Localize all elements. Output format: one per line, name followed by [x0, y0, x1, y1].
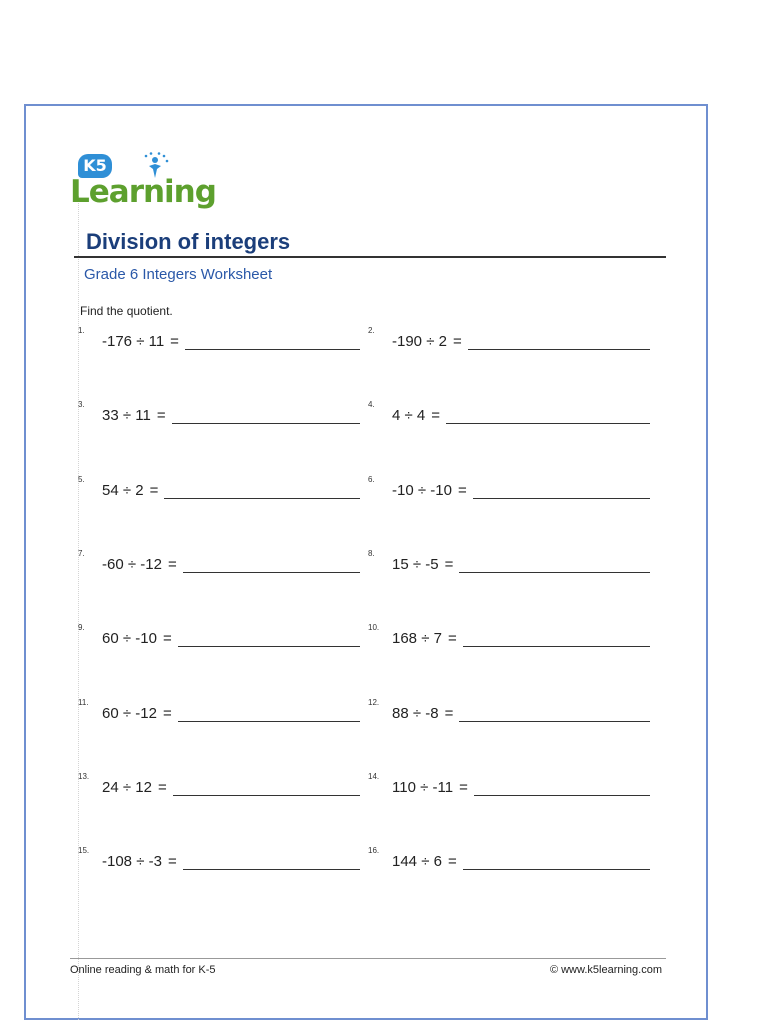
problem-number: 5.: [78, 475, 85, 484]
problem-item: [78, 328, 360, 350]
equals-sign: =: [444, 556, 454, 573]
problem-number: 10.: [368, 623, 380, 632]
problem-item: [368, 402, 650, 424]
answer-line[interactable]: [446, 409, 650, 424]
worksheet-page: [24, 104, 708, 1020]
problem-expression: 15 ÷ -5: [392, 556, 439, 573]
equals-sign: =: [156, 407, 166, 424]
worksheet-subtitle: Grade 6 Integers Worksheet: [84, 266, 273, 283]
problem-item: [78, 402, 360, 424]
answer-line[interactable]: [173, 781, 360, 796]
problem-number: 11.: [78, 698, 89, 707]
answer-line[interactable]: [459, 707, 650, 722]
answer-line[interactable]: [463, 855, 650, 870]
equals-sign: =: [167, 556, 177, 573]
answer-line[interactable]: [172, 409, 360, 424]
problem-item: [368, 551, 650, 573]
k5-badge: K5: [78, 154, 112, 178]
answer-line[interactable]: [459, 558, 650, 573]
footer-website: © www.k5learning.com: [549, 964, 662, 976]
problem-expression: 168 ÷ 7: [392, 630, 442, 647]
equals-sign: =: [431, 407, 441, 424]
footer-divider: [70, 958, 666, 959]
problem-expression: -108 ÷ -3: [102, 853, 162, 870]
problem-expression: 54 ÷ 2: [102, 482, 144, 499]
answer-line[interactable]: [185, 335, 360, 350]
problem-expression: 88 ÷ -8: [392, 705, 439, 722]
equals-sign: =: [447, 853, 457, 870]
problem-expression: 24 ÷ 12: [102, 779, 152, 796]
title-divider: [74, 256, 666, 258]
problem-expression: 110 ÷ -11: [392, 779, 454, 796]
problem-number: 14.: [368, 772, 380, 781]
problem-item: [368, 328, 650, 350]
equals-sign: =: [157, 779, 167, 796]
problem-expression: -176 ÷ 11: [102, 333, 165, 350]
problem-number: 4.: [368, 400, 375, 409]
problem-expression: 33 ÷ 11: [102, 407, 151, 424]
answer-line[interactable]: [463, 632, 650, 647]
problem-number: 7.: [78, 549, 85, 558]
problem-number: 1.: [78, 326, 85, 335]
logo-wordmark: Learning: [70, 174, 216, 210]
problem-item: [368, 774, 650, 796]
problem-number: 3.: [78, 400, 85, 409]
problem-expression: 60 ÷ -10: [102, 630, 157, 647]
answer-line[interactable]: [468, 335, 650, 350]
problem-item: [368, 625, 650, 647]
equals-sign: =: [149, 482, 159, 499]
k5-learning-logo: [70, 152, 216, 212]
answer-line[interactable]: [473, 484, 650, 499]
problem-item: [78, 477, 360, 499]
problem-number: 2.: [368, 326, 375, 335]
footer-tagline: Online reading & math for K-5: [70, 964, 216, 976]
equals-sign: =: [444, 705, 454, 722]
problem-number: 16.: [368, 846, 380, 855]
problem-expression: -10 ÷ -10: [392, 482, 452, 499]
problem-item: [368, 477, 650, 499]
equals-sign: =: [162, 705, 172, 722]
equals-sign: =: [447, 630, 457, 647]
answer-line[interactable]: [183, 558, 360, 573]
equals-sign: =: [162, 630, 172, 647]
answer-line[interactable]: [183, 855, 360, 870]
instructions: Find the quotient.: [80, 304, 173, 318]
problem-item: [78, 551, 360, 573]
problem-expression: 144 ÷ 6: [392, 853, 442, 870]
answer-line[interactable]: [164, 484, 360, 499]
problem-item: [368, 700, 650, 722]
problem-number: 15.: [78, 846, 90, 855]
problem-number: 6.: [368, 475, 375, 484]
problem-expression: -60 ÷ -12: [102, 556, 162, 573]
equals-sign: =: [457, 482, 467, 499]
problem-number: 9.: [78, 623, 85, 632]
margin-line: [78, 196, 79, 1020]
problem-item: [368, 848, 650, 870]
problem-item: [78, 848, 360, 870]
problem-number: 12.: [368, 698, 380, 707]
equals-sign: =: [170, 333, 179, 350]
problem-item: [78, 700, 360, 722]
problem-expression: 4 ÷ 4: [392, 407, 426, 424]
problem-number: 8.: [368, 549, 375, 558]
answer-line[interactable]: [474, 781, 650, 796]
problem-number: 13.: [78, 772, 90, 781]
equals-sign: =: [459, 779, 468, 796]
equals-sign: =: [452, 333, 462, 350]
page-title: Division of integers: [86, 229, 291, 254]
equals-sign: =: [167, 853, 177, 870]
problem-item: [78, 774, 360, 796]
problem-expression: 60 ÷ -12: [102, 705, 157, 722]
problem-expression: -190 ÷ 2: [392, 333, 447, 350]
answer-line[interactable]: [178, 632, 360, 647]
problem-item: [78, 625, 360, 647]
answer-line[interactable]: [178, 707, 360, 722]
